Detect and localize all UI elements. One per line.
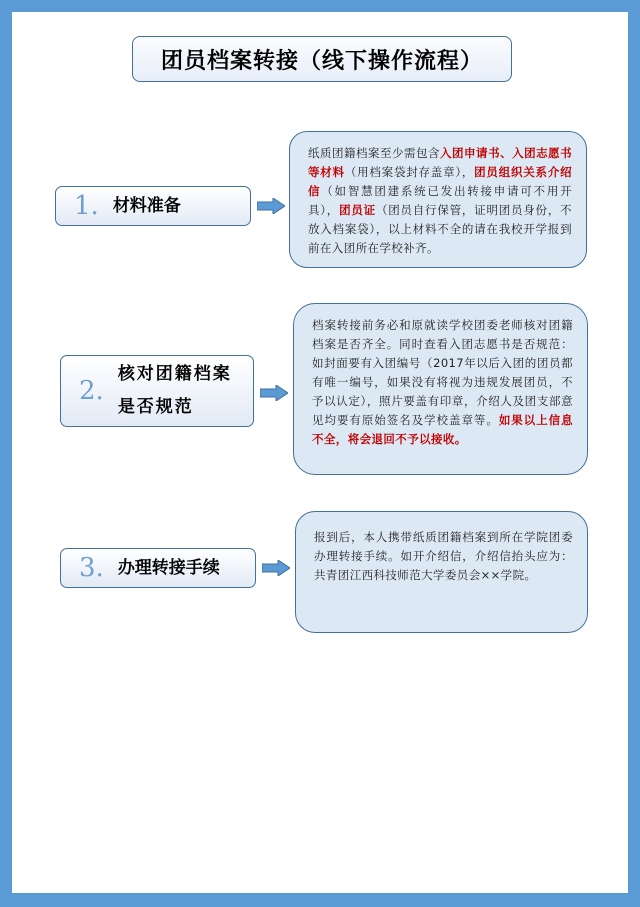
detail-text: 报到后，本人携带纸质团籍档案到所在学院团委办理转接手续。如开介绍信，介绍信抬头应为：共青团江西科技师范大学委员会××学院。 xyxy=(314,530,573,582)
detail-text: （团员自行保管，证明团员身份，不放入档案袋），以上材料不全的请在我校开学报到前在入团所在学校补齐。 xyxy=(308,203,573,255)
step-1-number: 1. xyxy=(74,191,99,221)
step-2-number: 2. xyxy=(79,376,104,406)
detail-text: （如智慧团建系统已发出转接申请可不用开具）， xyxy=(308,184,572,217)
step-3-box xyxy=(60,548,256,588)
step-2-label: 核对团籍档案是否规范 xyxy=(117,364,232,417)
right-arrow-icon xyxy=(262,560,290,576)
right-arrow-icon xyxy=(260,385,288,401)
detail-text: 档案转接前务必和原就读学校团委老师核对团籍档案是否齐全。同时查看入团志愿书是否规范：如封面要有入团编号（2017年以后入团的团员都有唯一编号，如果没有将视为违规发展团员，不予以认定），照片要盖有印章，介绍人及团支部意见均要有原始签名及学校盖章等。 xyxy=(312,318,573,427)
step-3-label: 办理转接手续 xyxy=(117,557,220,578)
step-1-box xyxy=(55,186,251,226)
detail-text: 纸质团籍档案至少需包含 xyxy=(308,146,441,160)
document-page xyxy=(12,12,628,893)
step-2-box xyxy=(60,355,254,427)
step-1-label: 材料准备 xyxy=(112,195,181,216)
step-3-number: 3. xyxy=(79,553,104,583)
detail-text: （用档案袋封存盖章）， xyxy=(344,165,475,179)
page-title: 团员档案转接（线下操作流程） xyxy=(132,36,512,82)
highlighted-text: 如果以上信息不全，将会退回不予以接收。 xyxy=(312,413,574,446)
step-3-detail xyxy=(295,511,588,633)
right-arrow-icon xyxy=(257,198,285,214)
highlighted-text: 入团申请书、入团志愿书等材料 xyxy=(308,146,572,179)
step-2-detail xyxy=(293,303,588,475)
step-1-detail xyxy=(289,131,587,268)
highlighted-text: 团员组织关系介绍信 xyxy=(308,165,573,198)
highlighted-text: 团员证 xyxy=(339,203,376,217)
